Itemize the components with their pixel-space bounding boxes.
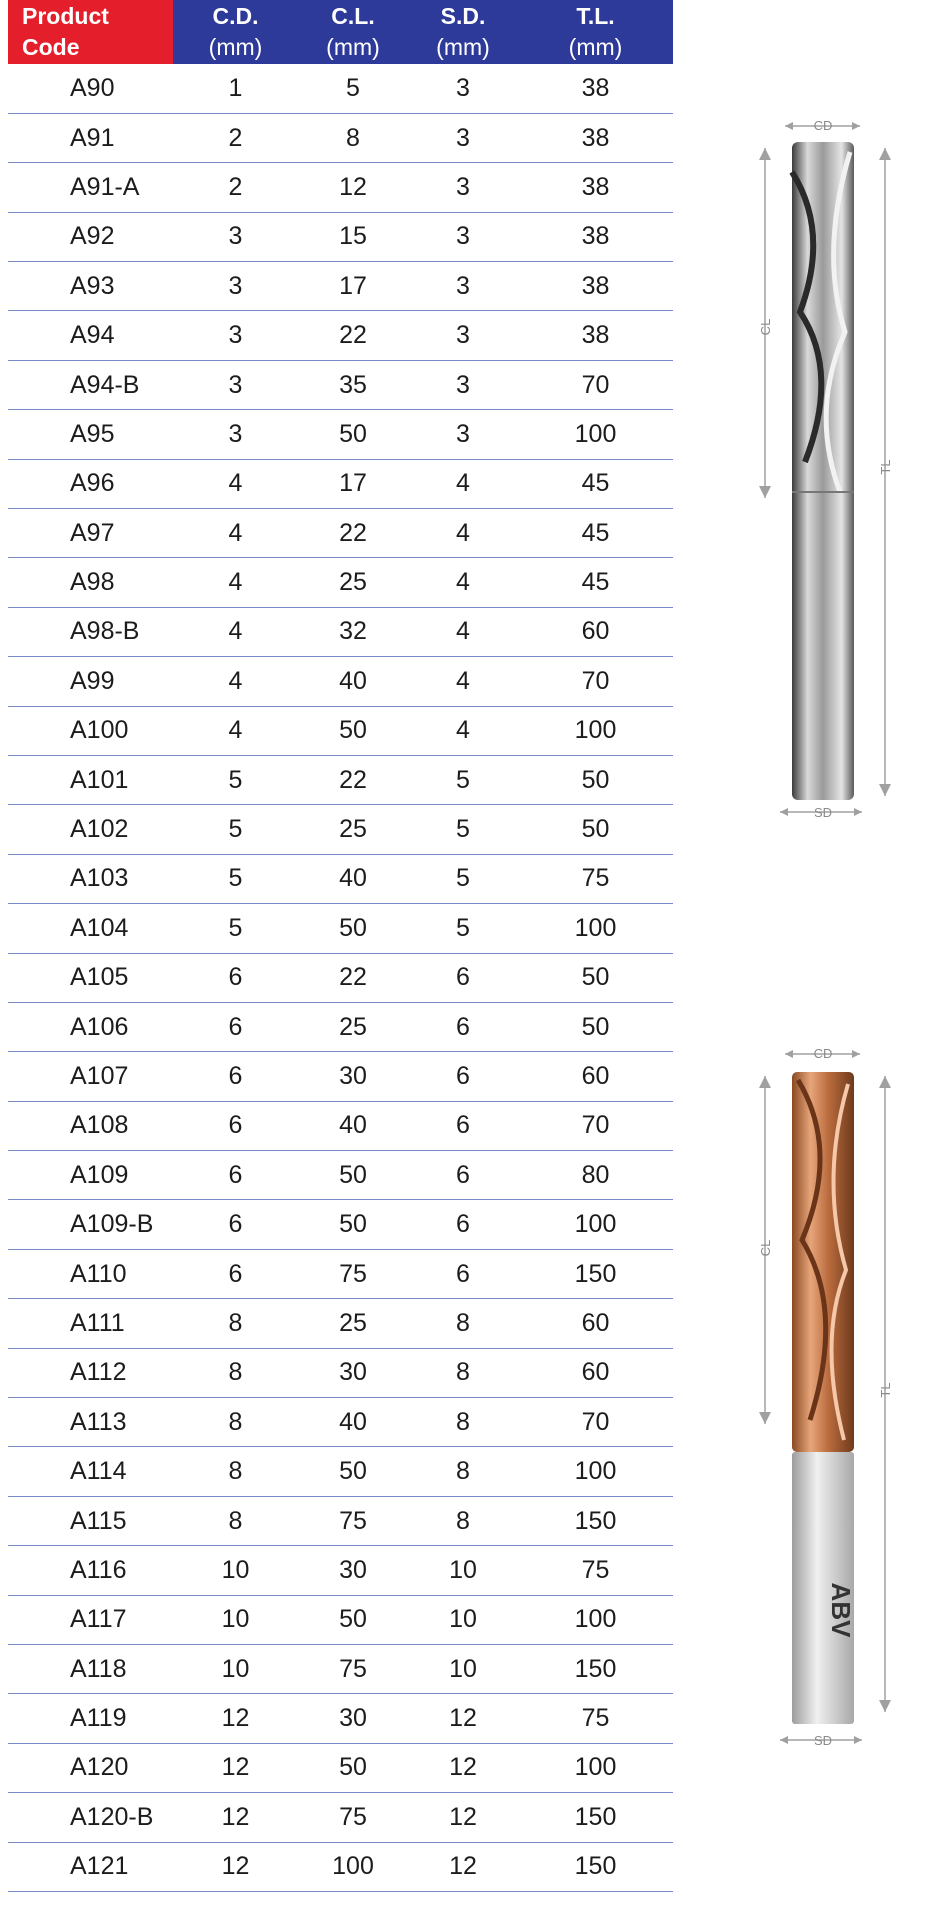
cell-cd: 5 xyxy=(173,755,298,804)
cell-cd: 3 xyxy=(173,262,298,311)
cell-sd: 8 xyxy=(408,1496,518,1545)
cell-cd: 6 xyxy=(173,1200,298,1249)
cell-cl: 22 xyxy=(298,953,408,1002)
table-row xyxy=(8,360,673,409)
silver-end-mill-drawing xyxy=(740,112,915,832)
cell-cl: 22 xyxy=(298,311,408,360)
cell-sd: 8 xyxy=(408,1398,518,1447)
cell-cl: 50 xyxy=(298,1447,408,1496)
cell-cd: 8 xyxy=(173,1398,298,1447)
table-row xyxy=(8,854,673,903)
header-row xyxy=(8,0,673,64)
cell-product-code: A116 xyxy=(8,1546,173,1595)
cell-tl: 38 xyxy=(518,311,673,360)
cell-cl: 17 xyxy=(298,459,408,508)
header-code-label: Code xyxy=(22,34,80,60)
cell-cd: 10 xyxy=(173,1645,298,1694)
cell-cl: 40 xyxy=(298,657,408,706)
cell-cd: 12 xyxy=(173,1793,298,1842)
cell-tl: 100 xyxy=(518,706,673,755)
cell-product-code: A109 xyxy=(8,1151,173,1200)
cell-cl: 75 xyxy=(298,1793,408,1842)
table-row xyxy=(8,706,673,755)
cell-sd: 10 xyxy=(408,1546,518,1595)
cell-tl: 100 xyxy=(518,1595,673,1644)
table-row xyxy=(8,805,673,854)
cell-tl: 100 xyxy=(518,904,673,953)
cell-cd: 5 xyxy=(173,805,298,854)
cl-label-top: CL xyxy=(758,318,773,336)
cell-product-code: A104 xyxy=(8,904,173,953)
header-cd xyxy=(173,0,298,64)
table-row xyxy=(8,1546,673,1595)
cell-sd: 10 xyxy=(408,1645,518,1694)
cell-cd: 8 xyxy=(173,1299,298,1348)
cell-sd: 6 xyxy=(408,1052,518,1101)
cell-cd: 12 xyxy=(173,1694,298,1743)
cell-cd: 10 xyxy=(173,1595,298,1644)
cell-tl: 100 xyxy=(518,1200,673,1249)
cell-sd: 3 xyxy=(408,64,518,113)
table-row xyxy=(8,1249,673,1298)
cell-cd: 4 xyxy=(173,509,298,558)
cell-product-code: A118 xyxy=(8,1645,173,1694)
brand-logo: ABV xyxy=(826,1582,856,1638)
cell-tl: 45 xyxy=(518,459,673,508)
cell-tl: 75 xyxy=(518,1694,673,1743)
cell-sd: 5 xyxy=(408,805,518,854)
cell-product-code: A101 xyxy=(8,755,173,804)
header-sd xyxy=(408,0,518,64)
table-row xyxy=(8,1793,673,1842)
cell-cd: 6 xyxy=(173,1002,298,1051)
cell-sd: 6 xyxy=(408,953,518,1002)
cell-tl: 38 xyxy=(518,262,673,311)
cell-cl: 5 xyxy=(298,64,408,113)
cell-tl: 150 xyxy=(518,1496,673,1545)
header-cd-unit: (mm) xyxy=(208,34,263,60)
cell-tl: 80 xyxy=(518,1151,673,1200)
cell-tl: 50 xyxy=(518,755,673,804)
cell-tl: 100 xyxy=(518,410,673,459)
table-row xyxy=(8,262,673,311)
table-row xyxy=(8,163,673,212)
cell-tl: 70 xyxy=(518,1101,673,1150)
cell-cl: 40 xyxy=(298,1398,408,1447)
cell-product-code: A91 xyxy=(8,113,173,162)
cell-sd: 4 xyxy=(408,558,518,607)
cell-tl: 150 xyxy=(518,1645,673,1694)
table-row xyxy=(8,1299,673,1348)
cell-product-code: A119 xyxy=(8,1694,173,1743)
cell-tl: 60 xyxy=(518,607,673,656)
cell-product-code: A105 xyxy=(8,953,173,1002)
cell-tl: 60 xyxy=(518,1348,673,1397)
cell-sd: 5 xyxy=(408,755,518,804)
silver-end-mill-diagram xyxy=(740,112,915,832)
cell-sd: 10 xyxy=(408,1595,518,1644)
table-row xyxy=(8,1842,673,1891)
cell-cl: 50 xyxy=(298,410,408,459)
table-row xyxy=(8,1052,673,1101)
cell-cl: 75 xyxy=(298,1249,408,1298)
cell-sd: 4 xyxy=(408,706,518,755)
cell-product-code: A120 xyxy=(8,1743,173,1792)
cell-cd: 5 xyxy=(173,904,298,953)
cell-sd: 3 xyxy=(408,262,518,311)
cell-product-code: A95 xyxy=(8,410,173,459)
cell-cl: 22 xyxy=(298,509,408,558)
header-product-label: Product xyxy=(22,3,109,29)
cell-sd: 12 xyxy=(408,1694,518,1743)
cell-tl: 100 xyxy=(518,1447,673,1496)
cell-cl: 8 xyxy=(298,113,408,162)
header-cd-label: C.D. xyxy=(212,3,259,29)
cd-label-top: CD xyxy=(813,118,833,133)
cell-sd: 6 xyxy=(408,1151,518,1200)
cell-cl: 30 xyxy=(298,1694,408,1743)
cell-sd: 6 xyxy=(408,1101,518,1150)
cell-tl: 45 xyxy=(518,509,673,558)
copper-end-mill-diagram xyxy=(740,1040,915,1760)
table-row xyxy=(8,459,673,508)
header-tl-unit: (mm) xyxy=(568,34,623,60)
sd-label-bottom: SD xyxy=(813,1733,833,1748)
cell-cl: 75 xyxy=(298,1645,408,1694)
cell-cl: 25 xyxy=(298,1299,408,1348)
cell-cl: 30 xyxy=(298,1546,408,1595)
tl-label-bottom: TL xyxy=(878,1382,893,1398)
cell-cl: 22 xyxy=(298,755,408,804)
cell-tl: 150 xyxy=(518,1842,673,1891)
cell-sd: 4 xyxy=(408,459,518,508)
cell-tl: 100 xyxy=(518,1743,673,1792)
cell-cd: 4 xyxy=(173,706,298,755)
table-row xyxy=(8,1496,673,1545)
cell-sd: 3 xyxy=(408,410,518,459)
cell-cd: 6 xyxy=(173,1052,298,1101)
cell-sd: 3 xyxy=(408,212,518,261)
cell-cd: 1 xyxy=(173,64,298,113)
cell-product-code: A98-B xyxy=(8,607,173,656)
cell-cl: 50 xyxy=(298,1743,408,1792)
table-row xyxy=(8,1743,673,1792)
cell-product-code: A93 xyxy=(8,262,173,311)
table-row xyxy=(8,1200,673,1249)
cell-cl: 17 xyxy=(298,262,408,311)
cell-product-code: A109-B xyxy=(8,1200,173,1249)
table-row xyxy=(8,1398,673,1447)
spec-table-body xyxy=(8,64,673,1891)
cell-cd: 12 xyxy=(173,1842,298,1891)
header-product-code xyxy=(8,0,173,64)
cell-cl: 30 xyxy=(298,1348,408,1397)
cell-product-code: A91-A xyxy=(8,163,173,212)
cell-product-code: A97 xyxy=(8,509,173,558)
cell-sd: 5 xyxy=(408,904,518,953)
cell-cd: 3 xyxy=(173,311,298,360)
cell-product-code: A111 xyxy=(8,1299,173,1348)
cell-product-code: A92 xyxy=(8,212,173,261)
header-tl xyxy=(518,0,673,64)
cell-product-code: A108 xyxy=(8,1101,173,1150)
cell-tl: 45 xyxy=(518,558,673,607)
cell-tl: 75 xyxy=(518,854,673,903)
header-cl xyxy=(298,0,408,64)
cell-product-code: A94-B xyxy=(8,360,173,409)
table-row xyxy=(8,212,673,261)
cell-cl: 25 xyxy=(298,805,408,854)
cell-cl: 12 xyxy=(298,163,408,212)
cell-cl: 50 xyxy=(298,904,408,953)
table-row xyxy=(8,607,673,656)
header-tl-label: T.L. xyxy=(576,3,615,29)
cell-cl: 40 xyxy=(298,854,408,903)
cell-cd: 4 xyxy=(173,558,298,607)
cell-product-code: A115 xyxy=(8,1496,173,1545)
cell-cd: 8 xyxy=(173,1348,298,1397)
cell-tl: 50 xyxy=(518,805,673,854)
header-sd-unit: (mm) xyxy=(436,34,490,60)
cell-cl: 30 xyxy=(298,1052,408,1101)
cell-sd: 3 xyxy=(408,163,518,212)
cell-cd: 6 xyxy=(173,1101,298,1150)
cell-product-code: A107 xyxy=(8,1052,173,1101)
cell-cl: 50 xyxy=(298,1151,408,1200)
sd-label-top: SD xyxy=(813,805,833,820)
cell-tl: 38 xyxy=(518,113,673,162)
cell-cd: 6 xyxy=(173,1249,298,1298)
cd-label-bottom: CD xyxy=(813,1046,833,1061)
table-row xyxy=(8,410,673,459)
cell-sd: 4 xyxy=(408,607,518,656)
cell-cl: 25 xyxy=(298,558,408,607)
cell-cd: 3 xyxy=(173,360,298,409)
cell-product-code: A114 xyxy=(8,1447,173,1496)
cell-tl: 150 xyxy=(518,1249,673,1298)
cell-cl: 35 xyxy=(298,360,408,409)
cell-cd: 2 xyxy=(173,113,298,162)
cell-cd: 2 xyxy=(173,163,298,212)
table-row xyxy=(8,1447,673,1496)
cell-cl: 50 xyxy=(298,706,408,755)
cell-sd: 12 xyxy=(408,1743,518,1792)
cell-tl: 75 xyxy=(518,1546,673,1595)
cl-label-bottom: CL xyxy=(758,1239,773,1257)
cell-cd: 6 xyxy=(173,1151,298,1200)
table-row xyxy=(8,1151,673,1200)
cell-sd: 6 xyxy=(408,1200,518,1249)
cell-cd: 12 xyxy=(173,1743,298,1792)
cell-product-code: A112 xyxy=(8,1348,173,1397)
table-row xyxy=(8,953,673,1002)
table-row xyxy=(8,1645,673,1694)
cell-product-code: A94 xyxy=(8,311,173,360)
cell-cd: 8 xyxy=(173,1447,298,1496)
table-row xyxy=(8,311,673,360)
cell-cd: 3 xyxy=(173,410,298,459)
cell-cl: 32 xyxy=(298,607,408,656)
table-row xyxy=(8,509,673,558)
table-row xyxy=(8,904,673,953)
cell-product-code: A103 xyxy=(8,854,173,903)
cell-product-code: A120-B xyxy=(8,1793,173,1842)
tl-label-top: TL xyxy=(878,459,893,475)
cell-product-code: A121 xyxy=(8,1842,173,1891)
cell-cd: 8 xyxy=(173,1496,298,1545)
cell-sd: 8 xyxy=(408,1348,518,1397)
cell-cl: 100 xyxy=(298,1842,408,1891)
cell-product-code: A110 xyxy=(8,1249,173,1298)
cell-product-code: A96 xyxy=(8,459,173,508)
cell-tl: 70 xyxy=(518,1398,673,1447)
cell-product-code: A90 xyxy=(8,64,173,113)
spec-table xyxy=(8,0,673,1892)
table-row xyxy=(8,1101,673,1150)
cell-sd: 6 xyxy=(408,1249,518,1298)
cell-cl: 50 xyxy=(298,1595,408,1644)
cell-sd: 5 xyxy=(408,854,518,903)
cell-sd: 4 xyxy=(408,657,518,706)
cell-product-code: A98 xyxy=(8,558,173,607)
cell-cd: 4 xyxy=(173,459,298,508)
cell-cd: 6 xyxy=(173,953,298,1002)
cell-product-code: A99 xyxy=(8,657,173,706)
cell-cl: 75 xyxy=(298,1496,408,1545)
table-row xyxy=(8,558,673,607)
table-row xyxy=(8,1348,673,1397)
cell-sd: 8 xyxy=(408,1447,518,1496)
header-cl-label: C.L. xyxy=(331,3,375,29)
cell-tl: 38 xyxy=(518,212,673,261)
header-cl-unit: (mm) xyxy=(326,34,380,60)
cell-tl: 60 xyxy=(518,1299,673,1348)
cell-cl: 15 xyxy=(298,212,408,261)
cell-product-code: A100 xyxy=(8,706,173,755)
cell-cl: 50 xyxy=(298,1200,408,1249)
cell-sd: 12 xyxy=(408,1842,518,1891)
cell-tl: 70 xyxy=(518,657,673,706)
cell-cd: 3 xyxy=(173,212,298,261)
table-row xyxy=(8,755,673,804)
cell-product-code: A117 xyxy=(8,1595,173,1644)
table-row xyxy=(8,113,673,162)
table-row xyxy=(8,1595,673,1644)
cell-sd: 12 xyxy=(408,1793,518,1842)
cell-tl: 50 xyxy=(518,953,673,1002)
cell-sd: 3 xyxy=(408,311,518,360)
cell-sd: 8 xyxy=(408,1299,518,1348)
cell-sd: 6 xyxy=(408,1002,518,1051)
cell-tl: 150 xyxy=(518,1793,673,1842)
table-row xyxy=(8,1694,673,1743)
cell-tl: 70 xyxy=(518,360,673,409)
table-row xyxy=(8,64,673,113)
cell-tl: 38 xyxy=(518,64,673,113)
cell-sd: 3 xyxy=(408,113,518,162)
table-row xyxy=(8,1002,673,1051)
table-row xyxy=(8,657,673,706)
cell-cd: 10 xyxy=(173,1546,298,1595)
copper-end-mill-drawing xyxy=(740,1040,915,1760)
cell-cd: 4 xyxy=(173,657,298,706)
cell-tl: 38 xyxy=(518,163,673,212)
cell-tl: 60 xyxy=(518,1052,673,1101)
cell-cd: 4 xyxy=(173,607,298,656)
cell-sd: 4 xyxy=(408,509,518,558)
header-sd-label: S.D. xyxy=(440,3,486,29)
cell-cd: 5 xyxy=(173,854,298,903)
cell-sd: 3 xyxy=(408,360,518,409)
cell-product-code: A106 xyxy=(8,1002,173,1051)
cell-product-code: A113 xyxy=(8,1398,173,1447)
cell-tl: 50 xyxy=(518,1002,673,1051)
cell-product-code: A102 xyxy=(8,805,173,854)
cell-cl: 25 xyxy=(298,1002,408,1051)
cell-cl: 40 xyxy=(298,1101,408,1150)
